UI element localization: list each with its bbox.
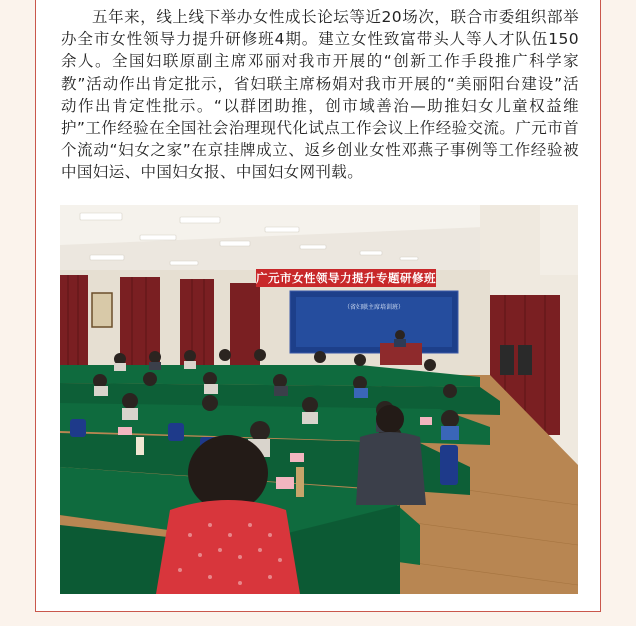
speaker-body — [394, 339, 406, 347]
speaker-head — [395, 330, 405, 340]
window — [540, 205, 578, 275]
seminar-photo — [60, 205, 578, 594]
article-card — [35, 0, 601, 612]
article-paragraph: 五年来，线上线下举办女性成长论坛等近20场次，联合市委组织部举办全市女性领导力提升研修班4期。建立女性致富带头人等人才队伍150余人。全国妇联原副主席邓丽对我市开展的“创新工作手段推广科学家教”活动作出肯定批示，省妇联主席杨娟对我市开展的“美丽阳台建设”活动作出肯定性批示。“以群团助推，创市域善治—助推妇女儿童权益维护”工作经验在全国社会治理现代化试点工作会议上作经验交流。广元市首个流动“妇女之家”在京挂牌成立、返乡创业女性邓燕子事例等工作经验被中国妇运、中国妇女报、中国妇女网刊载。 — [61, 8, 579, 182]
loudspeaker-left — [500, 345, 514, 375]
wall-frame — [92, 293, 112, 327]
banner-text: 广元市女性领导力提升专题研修班 — [256, 271, 436, 285]
seminar-photo-illustration — [60, 205, 578, 594]
bottom-strip — [0, 612, 636, 626]
screen-text: （省妇联主席培训班） — [343, 304, 405, 311]
loudspeaker-right — [518, 345, 532, 375]
